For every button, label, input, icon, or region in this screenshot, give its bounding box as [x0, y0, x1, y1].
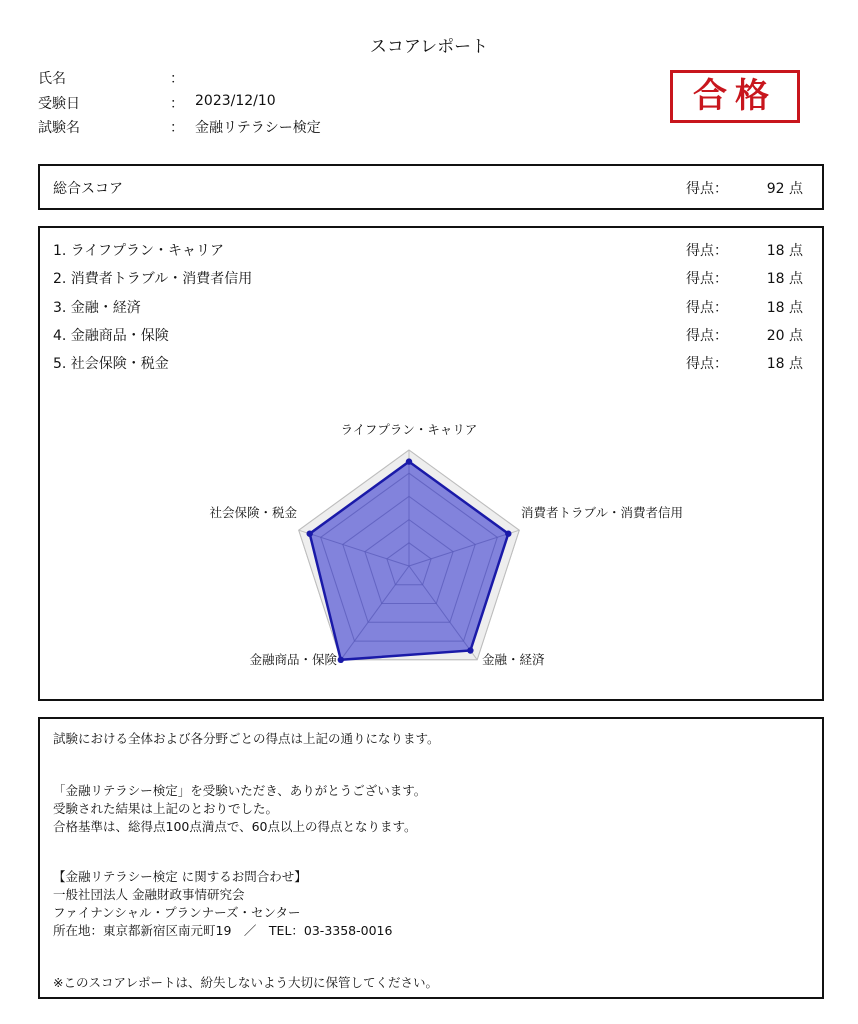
- section-score: 18 点: [766, 356, 803, 372]
- radar-point: [406, 458, 412, 464]
- radar-point: [338, 657, 344, 663]
- page-title: スコアレポート: [369, 37, 489, 57]
- radar-point: [307, 531, 313, 537]
- section-points-label: 得点：: [686, 243, 728, 259]
- section-points-label: 得点：: [686, 328, 728, 344]
- section-score: 18 点: [766, 243, 803, 259]
- pass-stamp: 合格: [670, 70, 800, 123]
- radar-point: [505, 531, 511, 537]
- radar-point: [467, 647, 473, 653]
- note-line: ファイナンシャル・プランナーズ・センター: [53, 905, 301, 920]
- section-label: 4. 金融商品・保険: [53, 328, 169, 344]
- note-line: 合格基準は、総得点100点満点で、60点以上の得点となります。: [53, 819, 417, 834]
- section-points-label: 得点：: [686, 300, 728, 316]
- note-line: 一般社団法人 金融財政事情研究会: [53, 887, 245, 902]
- section-label: 5. 社会保険・税金: [53, 356, 169, 372]
- section-score: 18 点: [766, 300, 803, 316]
- radar-axis-label: ライフプラン・キャリア: [340, 422, 478, 437]
- total-points-label: 得点：: [686, 181, 728, 197]
- note-line: 受験された結果は上記のとおりでした。: [53, 801, 279, 816]
- radar-axis-label: 消費者トラブル・消費者信用: [521, 505, 684, 520]
- section-points-label: 得点：: [686, 271, 728, 287]
- notes-box: [38, 717, 824, 999]
- date-label: 受験日: [38, 96, 80, 112]
- name-label: 氏名: [38, 71, 66, 87]
- section-label: 1. ライフプラン・キャリア: [53, 243, 224, 259]
- radar-axis-label: 金融・経済: [482, 652, 545, 667]
- note-line: ※このスコアレポートは、紛失しないよう大切に保管してください。: [53, 975, 438, 990]
- total-score-value: 92 点: [766, 181, 803, 197]
- name-colon: ：: [170, 71, 184, 87]
- section-label: 3. 金融・経済: [53, 300, 141, 316]
- section-label: 2. 消費者トラブル・消費者信用: [53, 271, 253, 287]
- note-line: 試験における全体および各分野ごとの得点は上記の通りになります。: [53, 731, 440, 746]
- section-score: 20 点: [766, 328, 803, 344]
- total-score-label: 総合スコア: [53, 181, 123, 197]
- note-line: 【金融リテラシー検定 に関するお問合わせ】: [53, 869, 307, 884]
- date-value: 2023/12/10: [195, 93, 276, 109]
- note-line: 所在地：東京都新宿区南元町19 ／ TEL：03-3358-0016: [53, 923, 393, 938]
- section-points-label: 得点：: [686, 356, 728, 372]
- note-line: 「金融リテラシー検定」を受験いただき、ありがとうございます。: [53, 783, 427, 798]
- section-score: 18 点: [766, 271, 803, 287]
- radar-axis-label: 社会保険・税金: [209, 505, 297, 520]
- exam-label: 試験名: [38, 120, 80, 136]
- exam-value: 金融リテラシー検定: [195, 120, 321, 136]
- radar-axis-label: 金融商品・保険: [249, 652, 337, 667]
- date-colon: ：: [170, 96, 184, 112]
- exam-colon: ：: [170, 120, 184, 136]
